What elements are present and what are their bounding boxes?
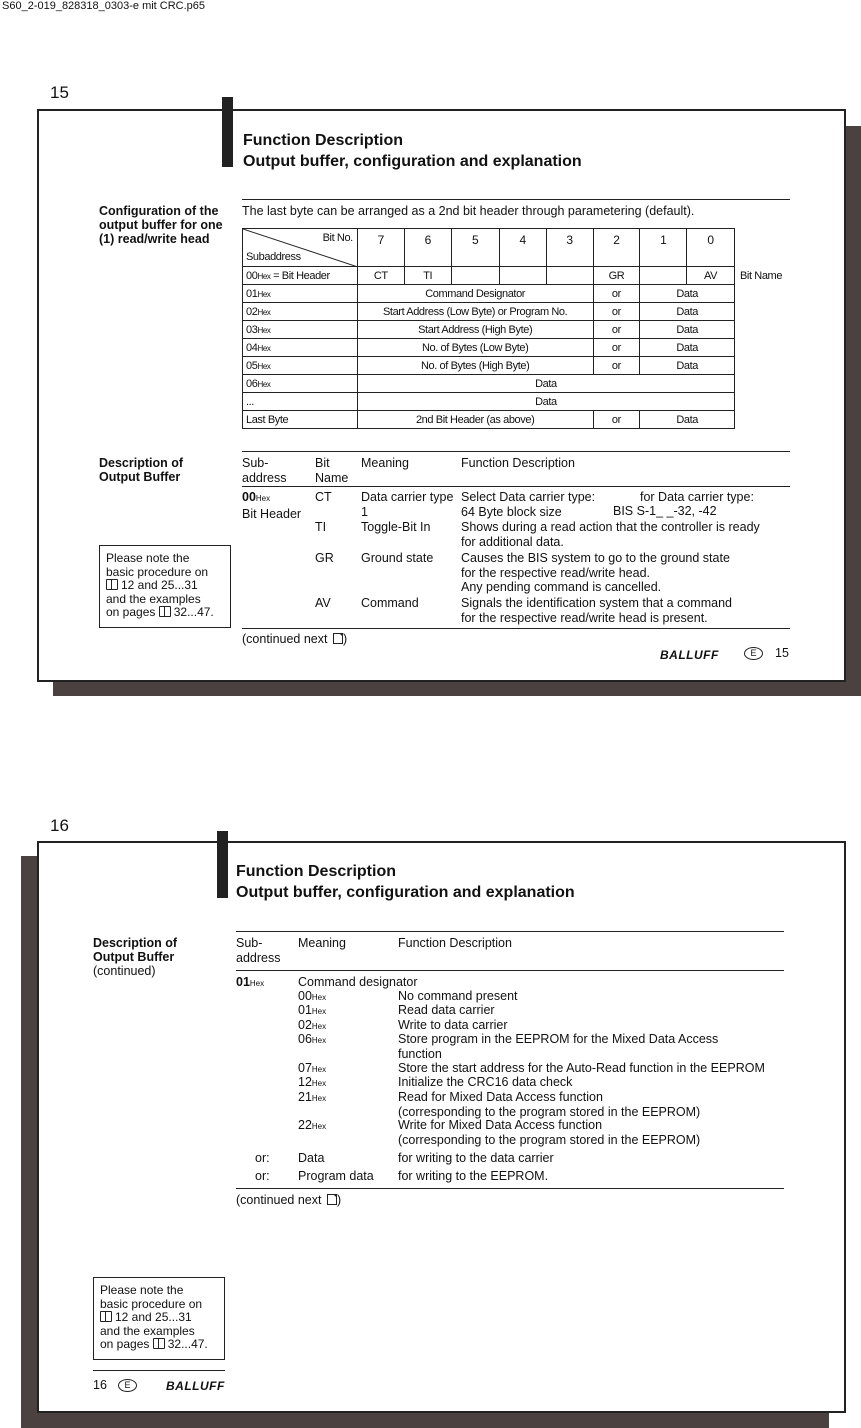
cmd-code: 06 bbox=[298, 1032, 312, 1046]
col-header-sub bbox=[242, 456, 286, 485]
divider bbox=[242, 486, 790, 487]
cell-data: Data bbox=[640, 321, 735, 339]
bit-gr: GR bbox=[315, 551, 334, 565]
func-line: for the respective read/write head is present. bbox=[461, 610, 708, 625]
hex-suffix: Hex bbox=[311, 1007, 327, 1016]
continued-end: ) bbox=[336, 1193, 342, 1207]
hdr-sub2: address bbox=[236, 950, 281, 965]
func-line: for the respective read/write head. bbox=[461, 565, 650, 580]
cmd-desc bbox=[398, 1090, 700, 1119]
func-ct-right: for Data carrier type: bbox=[640, 490, 754, 504]
note-line: 32...47. bbox=[167, 1337, 208, 1351]
sub-code: 06 bbox=[246, 377, 258, 390]
hex-suffix: Hex bbox=[249, 979, 265, 988]
side-heading-text: Description of Output Buffer bbox=[93, 936, 178, 964]
hex-suffix: Hex bbox=[257, 343, 271, 353]
cell-or: or bbox=[593, 357, 640, 375]
sub-code: 03 bbox=[246, 323, 258, 336]
cell-or: or bbox=[593, 285, 640, 303]
hex-suffix: Hex bbox=[311, 1094, 327, 1103]
meaning-line: Data carrier type bbox=[361, 490, 454, 504]
or-meaning: Program data bbox=[298, 1169, 374, 1183]
page-title bbox=[236, 861, 575, 903]
page-number-top: 16 bbox=[50, 816, 69, 835]
hex-suffix: Hex bbox=[311, 1079, 327, 1088]
func-line: 64 Byte block size bbox=[461, 504, 562, 519]
page-number-bottom: 16 bbox=[93, 1378, 107, 1392]
meaning-ti: Toggle-Bit In bbox=[361, 520, 431, 534]
note-line: and the examples bbox=[100, 1323, 195, 1338]
hex-suffix: Hex bbox=[311, 993, 327, 1002]
continued-end: ) bbox=[342, 632, 348, 646]
cell-data: Data bbox=[640, 285, 735, 303]
hex-suffix: Hex bbox=[257, 289, 271, 299]
hex-suffix: Hex bbox=[257, 307, 271, 317]
title-line-2: Output buffer, configuration and explanation bbox=[243, 153, 582, 170]
side-heading-desc bbox=[93, 936, 213, 978]
table-row bbox=[243, 321, 735, 339]
func-ct-right2: BIS S-1_ _-32, -42 bbox=[613, 504, 717, 518]
table-row bbox=[243, 285, 735, 303]
continued-note bbox=[236, 1193, 341, 1208]
or-desc: for writing to the EEPROM. bbox=[398, 1169, 549, 1183]
table-row bbox=[243, 375, 735, 393]
meaning-gr: Ground state bbox=[361, 551, 434, 565]
hdr-sub1: Sub- bbox=[242, 456, 269, 470]
hex-suffix: Hex bbox=[255, 494, 271, 503]
row-subaddress bbox=[243, 267, 358, 285]
bit-table bbox=[242, 228, 735, 429]
cell-data: Data bbox=[640, 357, 735, 375]
cmd-desc-line: Store program in the EEPROM for the Mixed Data Access bbox=[398, 1032, 719, 1046]
continued-text: (continued next bbox=[242, 632, 328, 646]
cmd-desc-line: (corresponding to the program stored in the EEPROM) bbox=[398, 1104, 701, 1119]
cmd-code: 07 bbox=[298, 1061, 312, 1075]
func-ti bbox=[461, 520, 760, 549]
divider bbox=[236, 1188, 784, 1189]
cell-gr: GR bbox=[593, 267, 640, 285]
table-row bbox=[243, 267, 735, 285]
file-name: S60_2-019_828318_0303-e mit CRC.p65 bbox=[2, 0, 206, 12]
cell-main: 2nd Bit Header (as above) bbox=[357, 411, 593, 429]
cell-main: Data bbox=[357, 375, 734, 393]
hdr-sub2: address bbox=[242, 470, 287, 485]
sub-rest: = Bit Header bbox=[270, 269, 330, 282]
col-header-meaning: Meaning bbox=[361, 456, 409, 470]
note-line: on pages bbox=[106, 605, 156, 619]
col-header-func: Function Description bbox=[398, 936, 512, 950]
table-row bbox=[243, 357, 735, 375]
func-line: Causes the BIS system to go to the ground state bbox=[461, 551, 730, 565]
meaning-line: 1 bbox=[361, 504, 368, 519]
sub-code: 04 bbox=[246, 341, 258, 354]
note-line: basic procedure on bbox=[106, 564, 209, 579]
note-box bbox=[99, 545, 231, 628]
bit-0: 0 bbox=[687, 229, 735, 267]
hex-suffix: Hex bbox=[311, 1036, 327, 1045]
bit-5: 5 bbox=[451, 229, 499, 267]
cell-data: Data bbox=[640, 411, 735, 429]
or-label: or: bbox=[255, 1151, 270, 1165]
bit-1: 1 bbox=[640, 229, 687, 267]
page-number-top: 15 bbox=[50, 83, 69, 102]
note-line: 32...47. bbox=[173, 605, 214, 619]
hex-suffix: Hex bbox=[311, 1065, 327, 1074]
cell-ct: CT bbox=[357, 267, 404, 285]
side-heading-config: Configuration of the output buffer for one (1) read/write head bbox=[99, 204, 223, 246]
cell-empty bbox=[640, 267, 687, 285]
note-line: 12 and 25...31 bbox=[121, 578, 198, 592]
bit-2: 2 bbox=[593, 229, 640, 267]
cmd-desc-line: function bbox=[398, 1046, 442, 1061]
cmd-desc: Read data carrier bbox=[398, 1003, 495, 1017]
note-line: Please note the bbox=[100, 1283, 184, 1297]
row-subaddress: Last Byte bbox=[243, 411, 358, 429]
row-subaddress: ... bbox=[243, 393, 358, 411]
or-label: or: bbox=[255, 1169, 270, 1183]
book-icon bbox=[100, 1311, 112, 1322]
cmd-desc-line: Read for Mixed Data Access function bbox=[398, 1090, 603, 1104]
cell-ti: TI bbox=[404, 267, 451, 285]
hdr-bit2: Name bbox=[315, 470, 349, 485]
cell-empty bbox=[451, 267, 499, 285]
balluff-logo: BALLUFF bbox=[660, 648, 719, 662]
sub-code: 02 bbox=[246, 305, 258, 318]
list-item bbox=[298, 1090, 326, 1107]
meaning-av: Command bbox=[361, 596, 419, 610]
cell-main: Start Address (High Byte) bbox=[357, 321, 593, 339]
bit-4: 4 bbox=[499, 229, 546, 267]
cmd-code: 22 bbox=[298, 1118, 312, 1132]
note-line: Please note the bbox=[106, 551, 190, 565]
cell-main: Command Designator bbox=[357, 285, 593, 303]
language-badge: E bbox=[744, 647, 763, 660]
book-icon bbox=[106, 579, 118, 590]
cell-or: or bbox=[593, 339, 640, 357]
note-line: basic procedure on bbox=[100, 1296, 203, 1311]
title-line-1: Function Description bbox=[243, 132, 403, 149]
bit-name-label: Bit Name bbox=[740, 270, 783, 282]
func-gr bbox=[461, 551, 730, 595]
cell-main: No. of Bytes (Low Byte) bbox=[357, 339, 593, 357]
side-heading-desc: Description of Output Buffer bbox=[99, 456, 184, 484]
cmd-desc-line: (corresponding to the program stored in the EEPROM) bbox=[398, 1132, 701, 1147]
table-row bbox=[243, 411, 735, 429]
page-arrow-icon bbox=[327, 1194, 337, 1205]
list-item bbox=[298, 1032, 326, 1049]
row-subaddress bbox=[243, 321, 358, 339]
hex-suffix: Hex bbox=[257, 361, 271, 371]
hex-suffix: Hex bbox=[257, 271, 271, 281]
cmd-desc bbox=[398, 1032, 718, 1061]
sub-code: 00 bbox=[242, 490, 256, 504]
col-header-bit bbox=[315, 456, 348, 485]
row-subaddress bbox=[243, 375, 358, 393]
hdr-sub1: Sub- bbox=[236, 936, 263, 950]
list-item bbox=[298, 1118, 326, 1135]
cmd-sub bbox=[236, 975, 264, 992]
book-icon bbox=[153, 1338, 165, 1349]
cell-empty bbox=[546, 267, 593, 285]
or-desc: for writing to the data carrier bbox=[398, 1151, 554, 1165]
hex-suffix: Hex bbox=[311, 1122, 327, 1131]
desc-sub bbox=[242, 490, 301, 521]
cmd-desc bbox=[398, 1118, 700, 1147]
cell-main: Start Address (Low Byte) or Program No. bbox=[357, 303, 593, 321]
bit-6: 6 bbox=[404, 229, 451, 267]
cell-or: or bbox=[593, 303, 640, 321]
page-arrow-icon bbox=[333, 633, 343, 644]
intro-text: The last byte can be arranged as a 2nd bit header through parametering (default). bbox=[242, 204, 695, 218]
sub-code: 05 bbox=[246, 359, 258, 372]
book-icon bbox=[159, 606, 171, 617]
row-subaddress bbox=[243, 303, 358, 321]
cell-main: Data bbox=[357, 393, 734, 411]
sub-name: Bit Header bbox=[242, 506, 302, 521]
cmd-desc: Initialize the CRC16 data check bbox=[398, 1075, 573, 1089]
continued-note bbox=[242, 632, 347, 647]
page-number-bottom: 15 bbox=[775, 646, 789, 660]
cmd-code: 12 bbox=[298, 1075, 312, 1089]
cmd-code: 00 bbox=[298, 989, 312, 1003]
col-header-meaning: Meaning bbox=[298, 936, 346, 950]
note-box bbox=[93, 1277, 225, 1360]
note-line: 12 and 25...31 bbox=[115, 1310, 192, 1324]
cell-or: or bbox=[593, 411, 640, 429]
cmd-desc-line: Write for Mixed Data Access function bbox=[398, 1118, 603, 1132]
table-row bbox=[243, 393, 735, 411]
note-line: and the examples bbox=[106, 591, 201, 606]
or-meaning: Data bbox=[298, 1151, 325, 1165]
func-ct bbox=[461, 490, 595, 519]
balluff-logo: BALLUFF bbox=[166, 1379, 225, 1393]
subaddress-label: Subaddress bbox=[246, 251, 301, 263]
table-row bbox=[243, 303, 735, 321]
side-heading-continued: (continued) bbox=[93, 964, 156, 978]
bit-3: 3 bbox=[546, 229, 593, 267]
divider bbox=[242, 628, 790, 629]
divider bbox=[236, 931, 784, 932]
cell-or: or bbox=[593, 321, 640, 339]
cell-data: Data bbox=[640, 303, 735, 321]
func-line: Signals the identification system that a command bbox=[461, 596, 732, 610]
bit-no-label: Bit No. bbox=[322, 232, 353, 244]
continued-text: (continued next bbox=[236, 1193, 322, 1207]
func-line: Any pending command is cancelled. bbox=[461, 580, 662, 594]
language-badge: E bbox=[118, 1379, 137, 1392]
col-header-sub bbox=[236, 936, 280, 965]
sub-code: 01 bbox=[236, 975, 250, 989]
bit-ct: CT bbox=[315, 490, 332, 504]
bit-ti: TI bbox=[315, 520, 327, 534]
title-bar-accent bbox=[217, 831, 228, 898]
meaning-ct bbox=[361, 490, 453, 519]
bit-7: 7 bbox=[357, 229, 404, 267]
divider bbox=[242, 199, 790, 200]
cell-main: No. of Bytes (High Byte) bbox=[357, 357, 593, 375]
func-line: for additional data. bbox=[461, 534, 564, 549]
cell-av: AV bbox=[687, 267, 735, 285]
row-subaddress bbox=[243, 285, 358, 303]
hex-suffix: Hex bbox=[257, 379, 271, 389]
func-line: Shows during a read action that the controller is ready bbox=[461, 520, 760, 534]
bit-av: AV bbox=[315, 596, 331, 610]
row-subaddress bbox=[243, 339, 358, 357]
cmd-desc: No command present bbox=[398, 989, 518, 1003]
sub-code: 00 bbox=[246, 269, 258, 282]
hex-suffix: Hex bbox=[311, 1022, 327, 1031]
divider bbox=[93, 1370, 225, 1371]
cmd-code: 02 bbox=[298, 1018, 312, 1032]
table-row bbox=[243, 339, 735, 357]
cmd-code: 01 bbox=[298, 1003, 312, 1017]
sub-code: 01 bbox=[246, 287, 258, 300]
row-subaddress bbox=[243, 357, 358, 375]
cmd-desc: Write to data carrier bbox=[398, 1018, 508, 1032]
divider bbox=[242, 451, 790, 452]
func-av bbox=[461, 596, 732, 625]
hex-suffix: Hex bbox=[257, 325, 271, 335]
cmd-desc: Store the start address for the Auto-Read function in the EEPROM bbox=[398, 1061, 765, 1075]
cmd-title: Command designator bbox=[298, 975, 418, 989]
hdr-bit1: Bit bbox=[315, 456, 330, 470]
bit-table-header-row bbox=[243, 229, 735, 267]
cmd-code: 21 bbox=[298, 1090, 312, 1104]
cell-empty bbox=[499, 267, 546, 285]
cell-data: Data bbox=[640, 339, 735, 357]
divider bbox=[236, 970, 784, 971]
note-line: on pages bbox=[100, 1337, 150, 1351]
title-line-1: Function Description bbox=[236, 863, 396, 880]
title-line-2: Output buffer, configuration and explanation bbox=[236, 884, 575, 901]
bit-table-corner-cell bbox=[243, 229, 358, 267]
page-title bbox=[243, 130, 582, 172]
func-line: Select Data carrier type: bbox=[461, 490, 596, 504]
col-header-func: Function Description bbox=[461, 456, 575, 470]
title-bar-accent bbox=[222, 97, 233, 167]
